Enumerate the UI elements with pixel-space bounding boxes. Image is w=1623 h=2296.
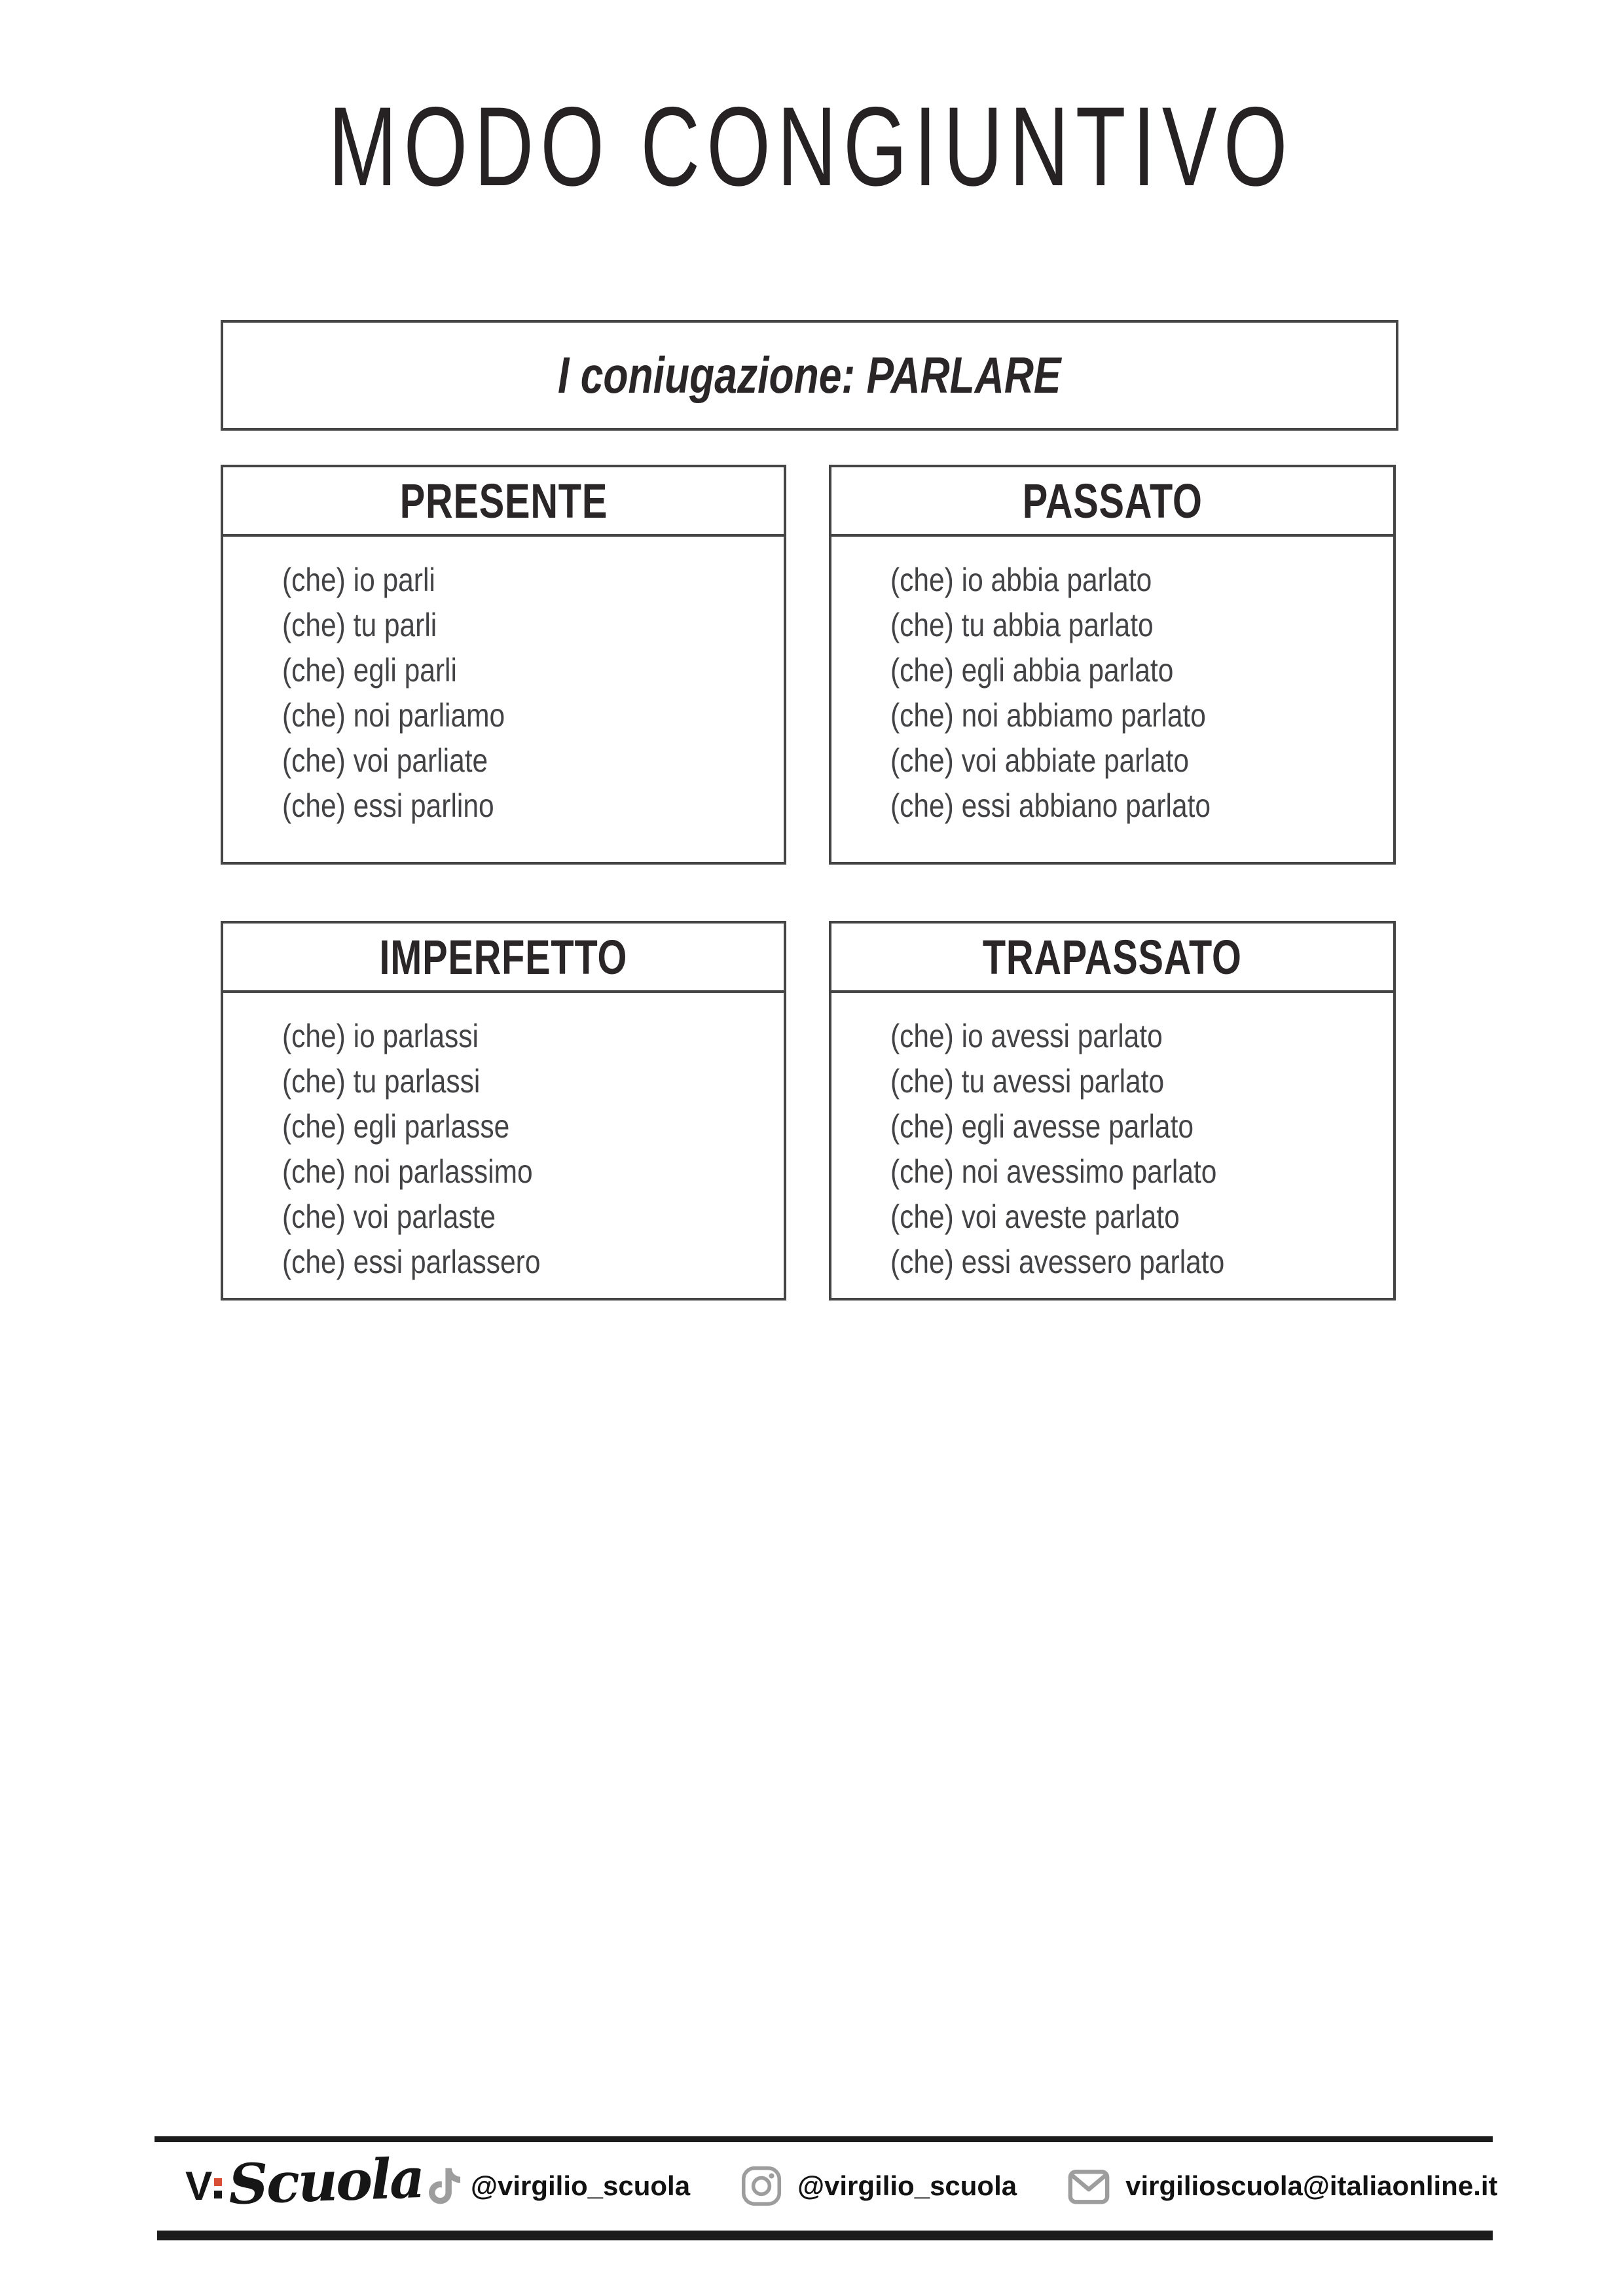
- tense-title: IMPERFETTO: [379, 929, 628, 984]
- conjugation-line: (che) noi abbiamo parlato: [890, 697, 1206, 734]
- conjugation-line: (che) io abbia parlato: [890, 562, 1152, 598]
- conjugation-line: (che) essi avessero parlato: [890, 1244, 1225, 1280]
- conjugation-line: (che) io parlassi: [282, 1018, 479, 1054]
- conjugation-line: (che) noi parlassimo: [282, 1153, 533, 1190]
- logo-colon: [214, 2178, 222, 2198]
- logo-letter-v: V: [185, 2163, 213, 2209]
- tense-box-passato: [829, 465, 1396, 865]
- tense-header-presente: [223, 467, 784, 537]
- tense-body-passato: [831, 537, 1393, 829]
- envelope-icon: [1068, 2166, 1110, 2206]
- conjugation-line: (che) tu parlassi: [282, 1063, 481, 1100]
- conjugation-line: (che) noi avessimo parlato: [890, 1153, 1217, 1190]
- tiktok-handle: @virgilio_scuola: [471, 2170, 691, 2201]
- page-title: MODO CONGIUNTIVO: [329, 84, 1294, 209]
- tense-box-imperfetto: [221, 921, 786, 1300]
- footer-tiktok: [429, 2168, 690, 2204]
- logo-colon-dot-red: [214, 2178, 222, 2186]
- instagram-icon: [741, 2166, 782, 2206]
- footer-bottom-rule: [157, 2231, 1493, 2240]
- conjugation-line: (che) voi aveste parlato: [890, 1198, 1180, 1235]
- tiktok-icon: [429, 2168, 460, 2204]
- tense-body-imperfetto: [223, 993, 784, 1285]
- tense-header-trapassato: [831, 924, 1393, 993]
- conjugation-line: (che) egli avesse parlato: [890, 1108, 1194, 1145]
- conjugation-line: (che) egli parli: [282, 652, 457, 689]
- conjugation-line: (che) egli parlasse: [282, 1108, 510, 1145]
- conjugation-line: (che) noi parliamo: [282, 697, 505, 734]
- tense-header-imperfetto: [223, 924, 784, 993]
- tense-box-presente: [221, 465, 786, 865]
- conjugation-line: (che) tu abbia parlato: [890, 607, 1154, 643]
- conjugation-line: (che) io parli: [282, 562, 435, 598]
- tense-body-presente: [223, 537, 784, 829]
- conjugation-line: (che) voi parliate: [282, 742, 488, 779]
- logo-colon-dot-black: [214, 2191, 222, 2198]
- footer-top-rule: [155, 2136, 1493, 2142]
- conjugation-subtitle-box: [221, 320, 1398, 431]
- instagram-handle: @virgilio_scuola: [797, 2170, 1017, 2201]
- email-address: virgilioscuola@italiaonline.it: [1125, 2170, 1498, 2201]
- conjugation-line: (che) voi abbiate parlato: [890, 742, 1189, 779]
- conjugation-line: (che) io avessi parlato: [890, 1018, 1163, 1054]
- tense-title: PASSATO: [1022, 473, 1203, 528]
- conjugation-line: (che) tu parli: [282, 607, 437, 643]
- footer-email: [1068, 2166, 1497, 2206]
- conjugation-line: (che) voi parlaste: [282, 1198, 496, 1235]
- vscuola-logo: [185, 2145, 425, 2217]
- footer: [185, 2145, 1498, 2224]
- tense-header-passato: [831, 467, 1393, 537]
- conjugation-line: (che) essi parlino: [282, 787, 494, 824]
- tense-box-trapassato: [829, 921, 1396, 1300]
- conjugation-line: (che) egli abbia parlato: [890, 652, 1174, 689]
- logo-script-scuola: Scuola: [227, 2145, 425, 2217]
- conjugation-line: (che) essi abbiano parlato: [890, 787, 1211, 824]
- footer-instagram: [741, 2166, 1017, 2206]
- tense-title: TRAPASSATO: [983, 929, 1242, 984]
- tense-body-trapassato: [831, 993, 1393, 1285]
- conjugation-line: (che) tu avessi parlato: [890, 1063, 1165, 1100]
- tense-title: PRESENTE: [399, 473, 608, 528]
- conjugation-line: (che) essi parlassero: [282, 1244, 541, 1280]
- title-row: [0, 84, 1623, 209]
- conjugation-subtitle: I coniugazione: PARLARE: [558, 346, 1061, 404]
